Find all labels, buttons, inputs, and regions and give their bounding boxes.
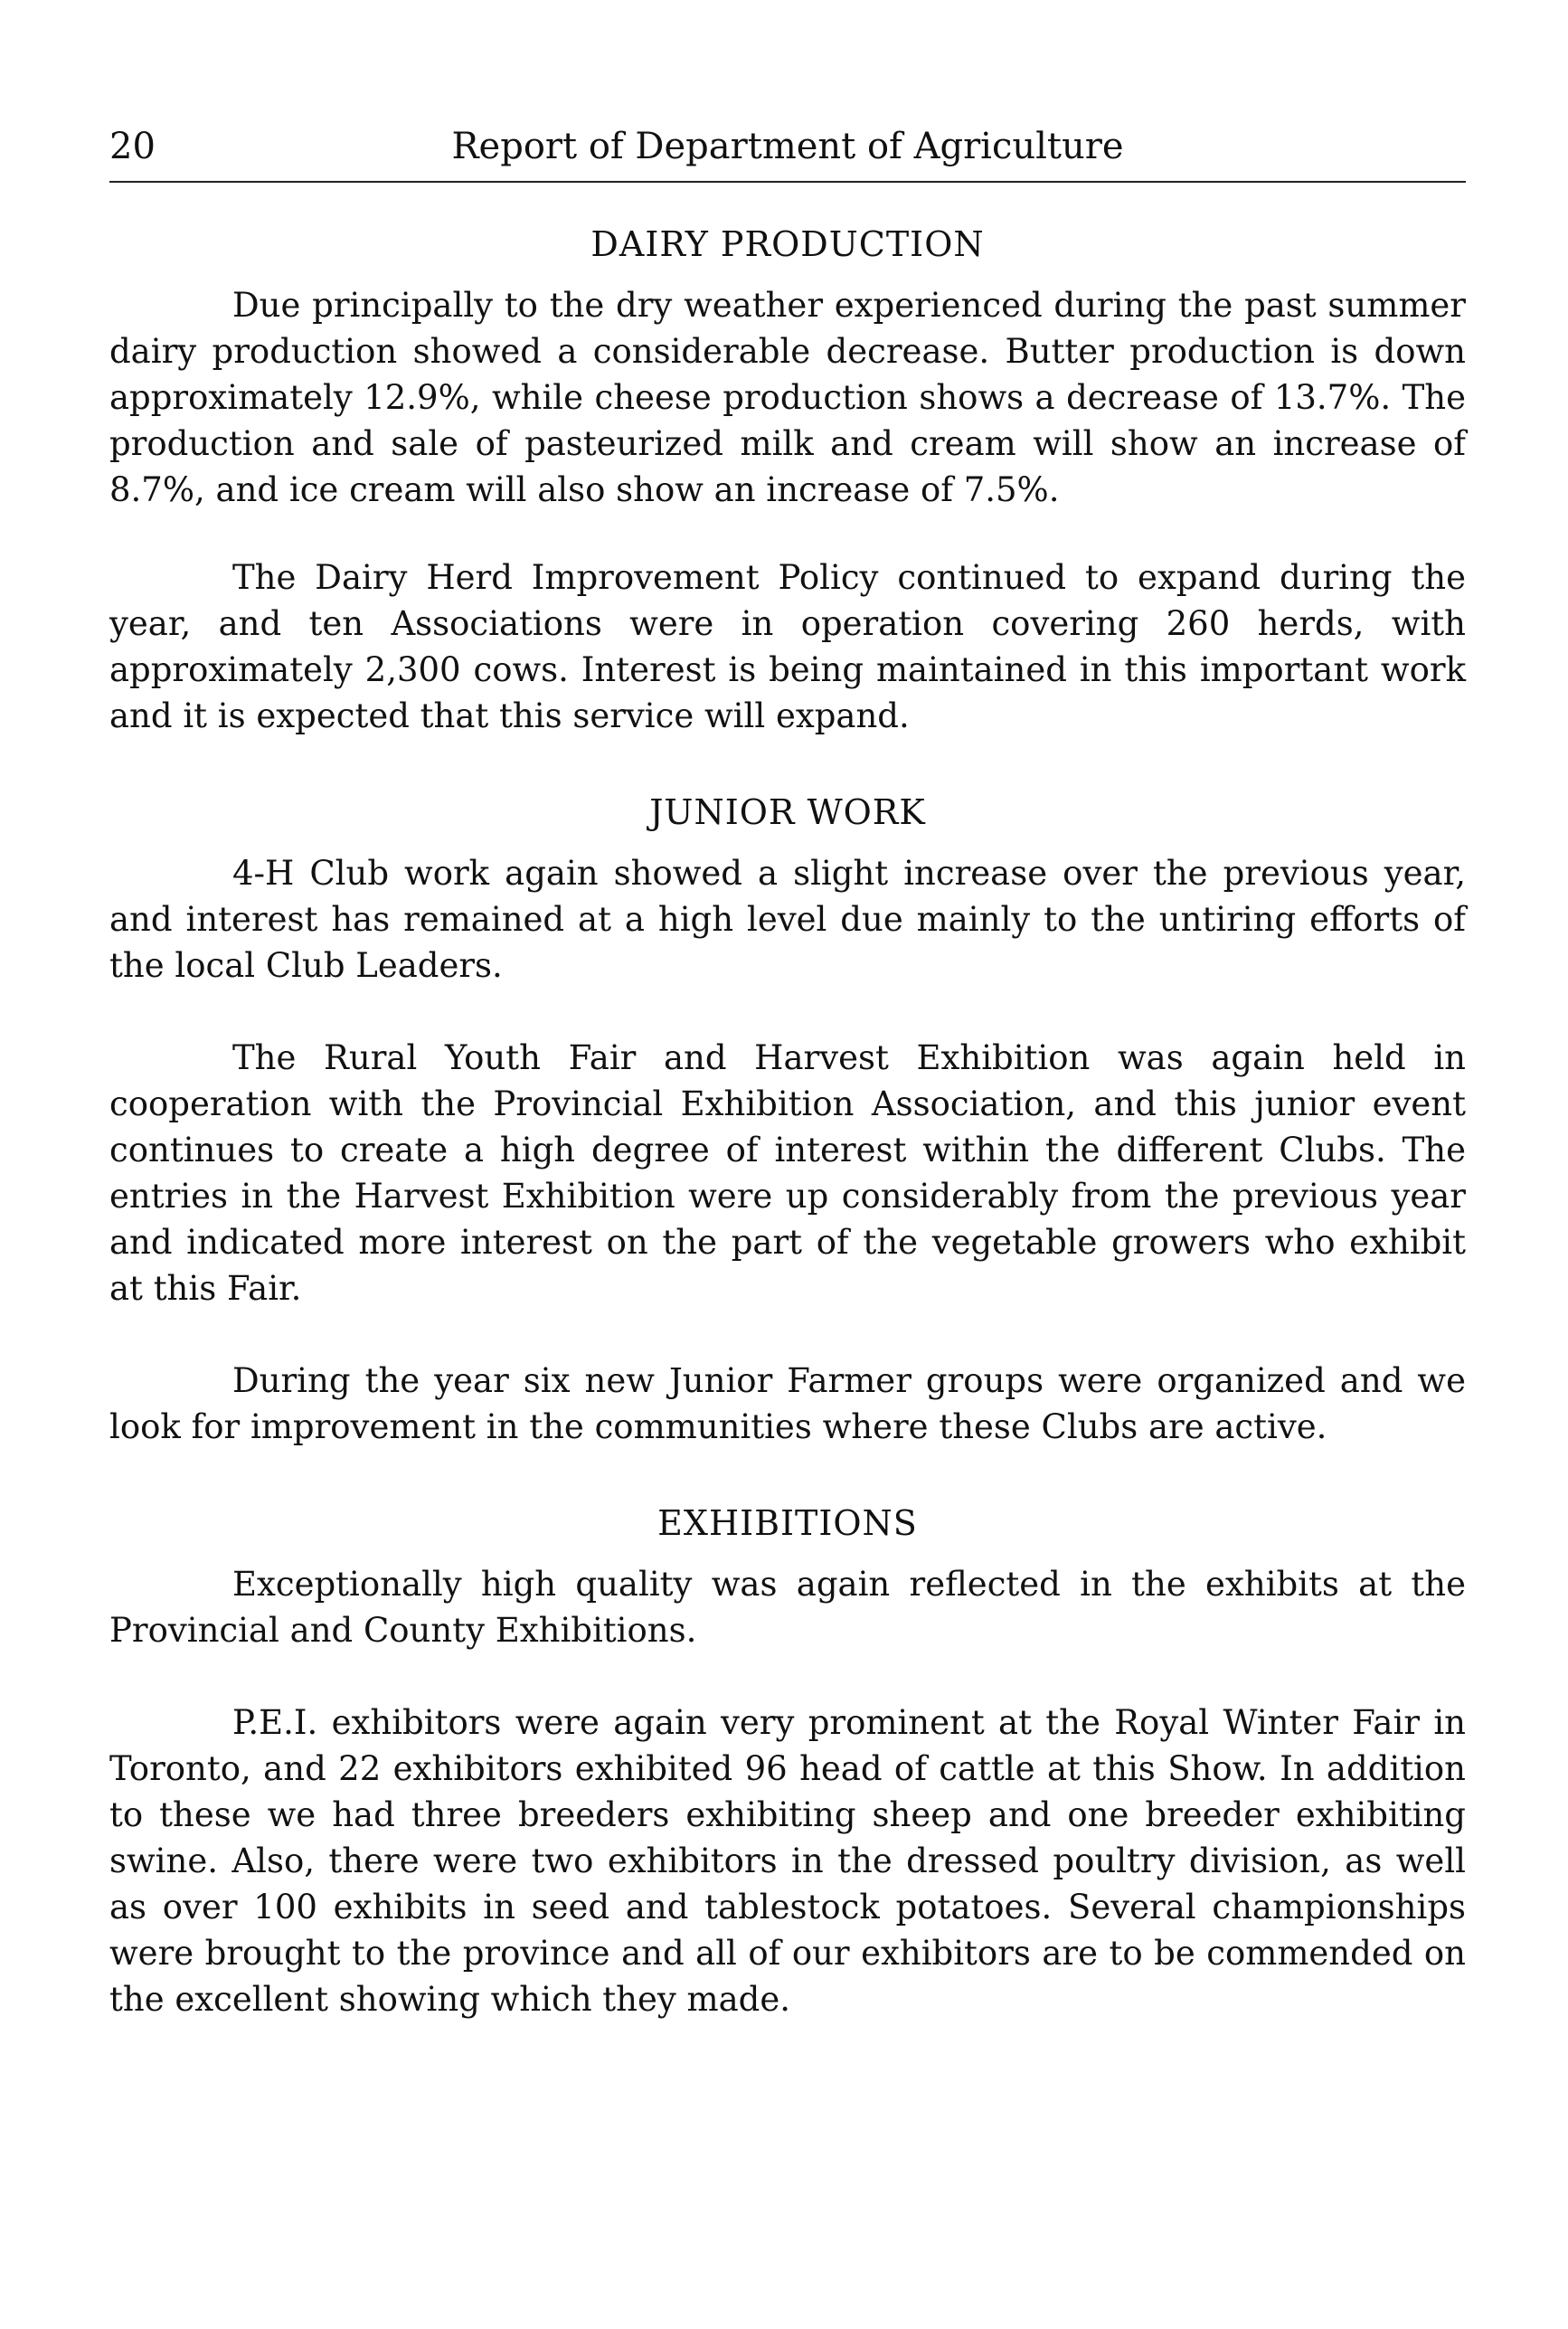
section-junior-work [109, 785, 1466, 1450]
paragraph: Exceptionally high quality was again reflected in the exhibits at the Provincial and County Exhibitions. [109, 1565, 1466, 1650]
paragraph: During the year six new Junior Farmer groups were organized and we look for improvement in the communities where these Clubs are active. [109, 1361, 1466, 1446]
paragraph: Due principally to the dry weather experienced during the past summer dairy production showed a considerable decrease. Butter production is down approximately 12.9%, while cheese production shows a decrease of 13.7%. The production and sale of pasteurized milk and cream will show an increase of 8.7%, and ice cream will also show an increase of 7.5%. [109, 286, 1466, 509]
section-exhibitions [109, 1496, 1466, 2022]
paragraph: 4-H Club work again showed a slight increase over the previous year, and interest has remained at a high level due mainly to the untiring efforts of the local Club Leaders. [109, 854, 1466, 985]
header-rule [109, 181, 1466, 183]
page-number: 20 [109, 126, 156, 167]
section-heading: EXHIBITIONS [657, 1503, 918, 1543]
document-page [109, 0, 1466, 2329]
running-title: Report of Department of Agriculture [451, 126, 1124, 167]
page-body [109, 217, 1466, 2022]
paragraph: P.E.I. exhibitors were again very prominent at the Royal Winter Fair in Toronto, and 22 exhibitors exhibited 96 head of cattle at this Show. In addition to these we had three breeders exhibiting sheep and one breeder exhibiting swine. Also, there were two exhibitors in the dressed poultry division, as well as over 100 exhibits in seed and tablestock potatoes. Several championships were brought to the province and all of our exhibitors are to be commended on the excellent showing which they made. [109, 1703, 1466, 2019]
section-dairy-production [109, 217, 1466, 739]
paragraph: The Dairy Herd Improvement Policy continued to expand during the year, and ten Associations were in operation covering 260 herds, with approximately 2,300 cows. Interest is being maintained in this important work and it is expected that this service will expand. [109, 558, 1466, 735]
page-header [109, 119, 1466, 174]
section-heading: DAIRY PRODUCTION [590, 224, 985, 264]
paragraph: The Rural Youth Fair and Harvest Exhibition was again held in cooperation with the Provincial Exhibition Association, and this junior event continues to create a high degree of interest within the different Clubs. The entries in the Harvest Exhibition were up considerably from the previous year and indicated more interest on the part of the vegetable growers who exhibit at this Fair. [109, 1038, 1466, 1308]
section-heading: JUNIOR WORK [649, 792, 926, 832]
